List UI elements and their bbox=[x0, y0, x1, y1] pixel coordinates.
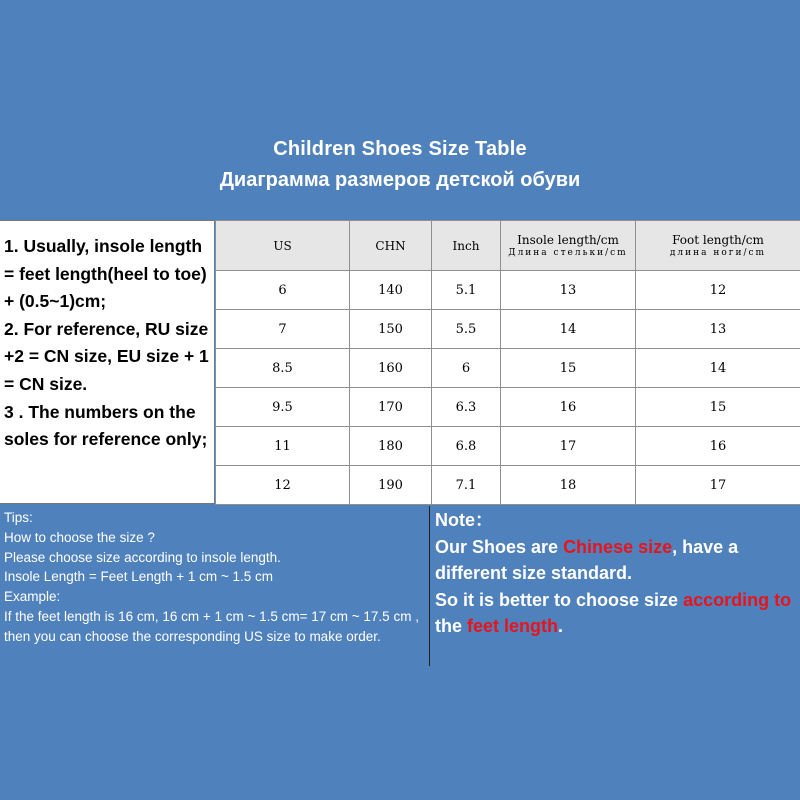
cell-foot: 16 bbox=[636, 427, 800, 466]
cell-us: 9.5 bbox=[216, 388, 350, 427]
cell-insole: 18 bbox=[501, 466, 636, 505]
cell-foot: 17 bbox=[636, 466, 800, 505]
table-row bbox=[216, 271, 800, 310]
cell-foot: 14 bbox=[636, 349, 800, 388]
tips-line: Insole Length = Feet Length + 1 cm ~ 1.5 cm bbox=[4, 569, 274, 585]
highlight-chinese-size: Chinese size bbox=[563, 536, 673, 557]
note-item: 3 . The numbers on the soles for reference only; bbox=[4, 401, 208, 450]
cell-us: 11 bbox=[216, 427, 350, 466]
note-item: 1. Usually, insole length = feet length(heel to toe) + (0.5~1)cm; bbox=[4, 236, 207, 312]
cell-inch: 7.1 bbox=[432, 466, 501, 505]
tips-line: How to choose the size ? bbox=[4, 529, 155, 545]
tips-line: Please choose size according to insole length. bbox=[4, 549, 281, 565]
note-item: 2. For reference, RU size +2 = CN size, EU size + 1 = CN size. bbox=[4, 318, 209, 394]
table-row bbox=[216, 466, 800, 505]
column-header-inch: Inch bbox=[432, 221, 501, 271]
note-line: Our Shoes are Chinese size, have a different size standard. bbox=[435, 536, 739, 583]
note-heading: Note： bbox=[435, 510, 493, 530]
cell-insole: 15 bbox=[501, 349, 636, 388]
title-block bbox=[0, 138, 800, 192]
note-line: So it is better to choose size according to the feet length. bbox=[435, 589, 792, 636]
tips-line: Example: bbox=[4, 589, 61, 605]
cell-us: 6 bbox=[216, 271, 350, 310]
tips-line: If the feet length is 16 cm, 16 cm + 1 cm ~ 1.5 cm= 17 cm ~ 17.5 cm , then you can choose the corresponding US size to make order. bbox=[4, 608, 419, 644]
cell-foot: 13 bbox=[636, 310, 800, 349]
cell-insole: 17 bbox=[501, 427, 636, 466]
size-table bbox=[215, 220, 800, 505]
cell-inch: 6 bbox=[432, 349, 501, 388]
tips-heading: Tips: bbox=[4, 510, 33, 525]
cell-chn: 180 bbox=[350, 427, 432, 466]
cell-inch: 5.5 bbox=[432, 310, 501, 349]
table-row bbox=[216, 310, 800, 349]
tips-section bbox=[0, 506, 430, 666]
cell-inch: 5.1 bbox=[432, 271, 501, 310]
cell-us: 7 bbox=[216, 310, 350, 349]
highlight-according-to: according to bbox=[683, 589, 792, 610]
highlight-feet-length: feet length bbox=[467, 616, 559, 636]
page-subtitle: Диаграмма размеров детской обуви bbox=[219, 169, 581, 191]
page-title: Children Shoes Size Table bbox=[273, 138, 527, 160]
cell-chn: 190 bbox=[350, 466, 432, 505]
cell-us: 12 bbox=[216, 466, 350, 505]
cell-inch: 6.3 bbox=[432, 388, 501, 427]
cell-insole: 13 bbox=[501, 271, 636, 310]
column-header-us: US bbox=[216, 221, 350, 271]
cell-chn: 170 bbox=[350, 388, 432, 427]
cell-insole: 16 bbox=[501, 388, 636, 427]
table-row bbox=[216, 349, 800, 388]
note-section bbox=[435, 507, 800, 640]
table-header-row bbox=[216, 221, 800, 271]
column-header-foot-length: Foot length/cm длина ноги/cm bbox=[636, 221, 800, 271]
cell-inch: 6.8 bbox=[432, 427, 501, 466]
column-header-insole-length: Insole length/cm Длина стельки/cm bbox=[501, 221, 636, 271]
cell-foot: 12 bbox=[636, 271, 800, 310]
cell-chn: 140 bbox=[350, 271, 432, 310]
size-notes bbox=[0, 220, 214, 504]
table-row bbox=[216, 427, 800, 466]
cell-insole: 14 bbox=[501, 310, 636, 349]
column-header-chn: CHN bbox=[350, 221, 432, 271]
cell-us: 8.5 bbox=[216, 349, 350, 388]
cell-chn: 150 bbox=[350, 310, 432, 349]
table-row bbox=[216, 388, 800, 427]
cell-chn: 160 bbox=[350, 349, 432, 388]
cell-foot: 15 bbox=[636, 388, 800, 427]
